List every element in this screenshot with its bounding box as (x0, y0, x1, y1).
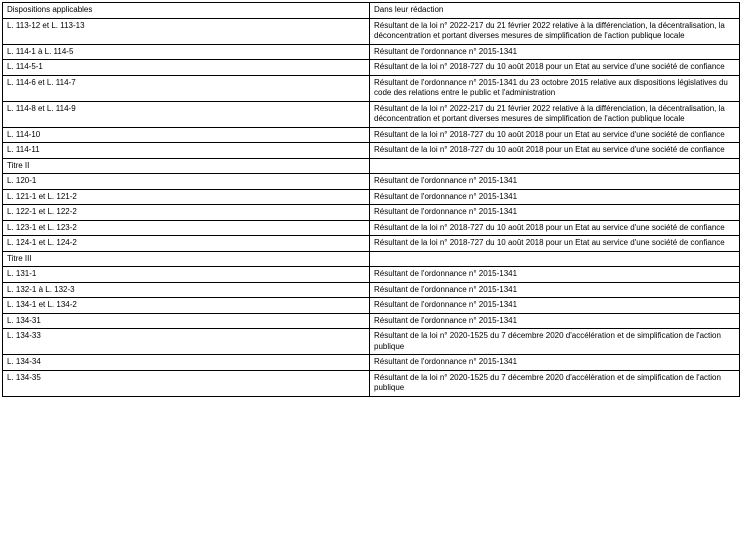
header-dispositions: Dispositions applicables (3, 3, 370, 19)
table-row (3, 370, 740, 396)
table-row (3, 355, 740, 371)
redaction-cell: Résultant de l'ordonnance n° 2015-1341 (370, 355, 740, 371)
table-row (3, 101, 740, 127)
disposition-cell: L. 132-1 à L. 132-3 (3, 282, 370, 298)
header-redaction: Dans leur rédaction (370, 3, 740, 19)
table-row (3, 251, 740, 267)
table-row (3, 75, 740, 101)
redaction-cell: Résultant de l'ordonnance n° 2015-1341 (370, 313, 740, 329)
redaction-cell: Résultant de la loi n° 2020-1525 du 7 décembre 2020 d'accélération et de simplification de l'action publique (370, 329, 740, 355)
redaction-cell: Résultant de la loi n° 2018-727 du 10 août 2018 pour un Etat au service d'une société de confiance (370, 236, 740, 252)
table-row (3, 158, 740, 174)
redaction-cell: Résultant de la loi n° 2020-1525 du 7 décembre 2020 d'accélération et de simplification de l'action publique (370, 370, 740, 396)
disposition-cell: L. 131-1 (3, 267, 370, 283)
disposition-cell: Titre II (3, 158, 370, 174)
disposition-cell: L. 134-34 (3, 355, 370, 371)
disposition-cell: L. 124-1 et L. 124-2 (3, 236, 370, 252)
table-row (3, 44, 740, 60)
redaction-cell: Résultant de l'ordonnance n° 2015-1341 (370, 282, 740, 298)
redaction-cell: Résultant de la loi n° 2018-727 du 10 août 2018 pour un Etat au service d'une société de confiance (370, 60, 740, 76)
table-row (3, 298, 740, 314)
dispositions-table (2, 2, 740, 397)
redaction-cell: Résultant de la loi n° 2018-727 du 10 août 2018 pour un Etat au service d'une société de confiance (370, 127, 740, 143)
redaction-cell: Résultant de l'ordonnance n° 2015-1341 (370, 298, 740, 314)
table-row (3, 236, 740, 252)
disposition-cell: L. 121-1 et L. 121-2 (3, 189, 370, 205)
redaction-cell: Résultant de la loi n° 2022-217 du 21 février 2022 relative à la différenciation, la décentralisation, la déconcentration et portant diverses mesures de simplification de l'action publique locale (370, 101, 740, 127)
table-row (3, 329, 740, 355)
disposition-cell: L. 123-1 et L. 123-2 (3, 220, 370, 236)
disposition-cell: L. 134-1 et L. 134-2 (3, 298, 370, 314)
redaction-cell: Résultant de l'ordonnance n° 2015-1341 (370, 44, 740, 60)
disposition-cell: Titre III (3, 251, 370, 267)
disposition-cell: L. 122-1 et L. 122-2 (3, 205, 370, 221)
disposition-cell: L. 113-12 et L. 113-13 (3, 18, 370, 44)
redaction-cell: Résultant de l'ordonnance n° 2015-1341 (370, 267, 740, 283)
table-row (3, 18, 740, 44)
table-row (3, 220, 740, 236)
table-row (3, 60, 740, 76)
disposition-cell: L. 114-8 et L. 114-9 (3, 101, 370, 127)
table-row (3, 174, 740, 190)
redaction-cell: Résultant de l'ordonnance n° 2015-1341 (370, 174, 740, 190)
redaction-cell: Résultant de l'ordonnance n° 2015-1341 (370, 189, 740, 205)
disposition-cell: L. 114-6 et L. 114-7 (3, 75, 370, 101)
disposition-cell: L. 114-1 à L. 114-5 (3, 44, 370, 60)
table-row (3, 127, 740, 143)
disposition-cell: L. 134-35 (3, 370, 370, 396)
redaction-cell (370, 158, 740, 174)
redaction-cell: Résultant de l'ordonnance n° 2015-1341 (370, 205, 740, 221)
disposition-cell: L. 134-31 (3, 313, 370, 329)
disposition-cell: L. 114-10 (3, 127, 370, 143)
redaction-cell: Résultant de l'ordonnance n° 2015-1341 du 23 octobre 2015 relative aux dispositions législatives du code des relations entre le public et l'administration (370, 75, 740, 101)
disposition-cell: L. 114-11 (3, 143, 370, 159)
table-row (3, 267, 740, 283)
table-row (3, 205, 740, 221)
redaction-cell: Résultant de la loi n° 2018-727 du 10 août 2018 pour un Etat au service d'une société de confiance (370, 220, 740, 236)
table-row (3, 313, 740, 329)
disposition-cell: L. 134-33 (3, 329, 370, 355)
redaction-cell (370, 251, 740, 267)
disposition-cell: L. 114-5-1 (3, 60, 370, 76)
table-body (3, 18, 740, 396)
table-header-row (3, 3, 740, 19)
table-row (3, 282, 740, 298)
redaction-cell: Résultant de la loi n° 2022-217 du 21 février 2022 relative à la différenciation, la décentralisation, la déconcentration et portant diverses mesures de simplification de l'action publique locale (370, 18, 740, 44)
table-row (3, 189, 740, 205)
table-row (3, 143, 740, 159)
redaction-cell: Résultant de la loi n° 2018-727 du 10 août 2018 pour un Etat au service d'une société de confiance (370, 143, 740, 159)
disposition-cell: L. 120-1 (3, 174, 370, 190)
